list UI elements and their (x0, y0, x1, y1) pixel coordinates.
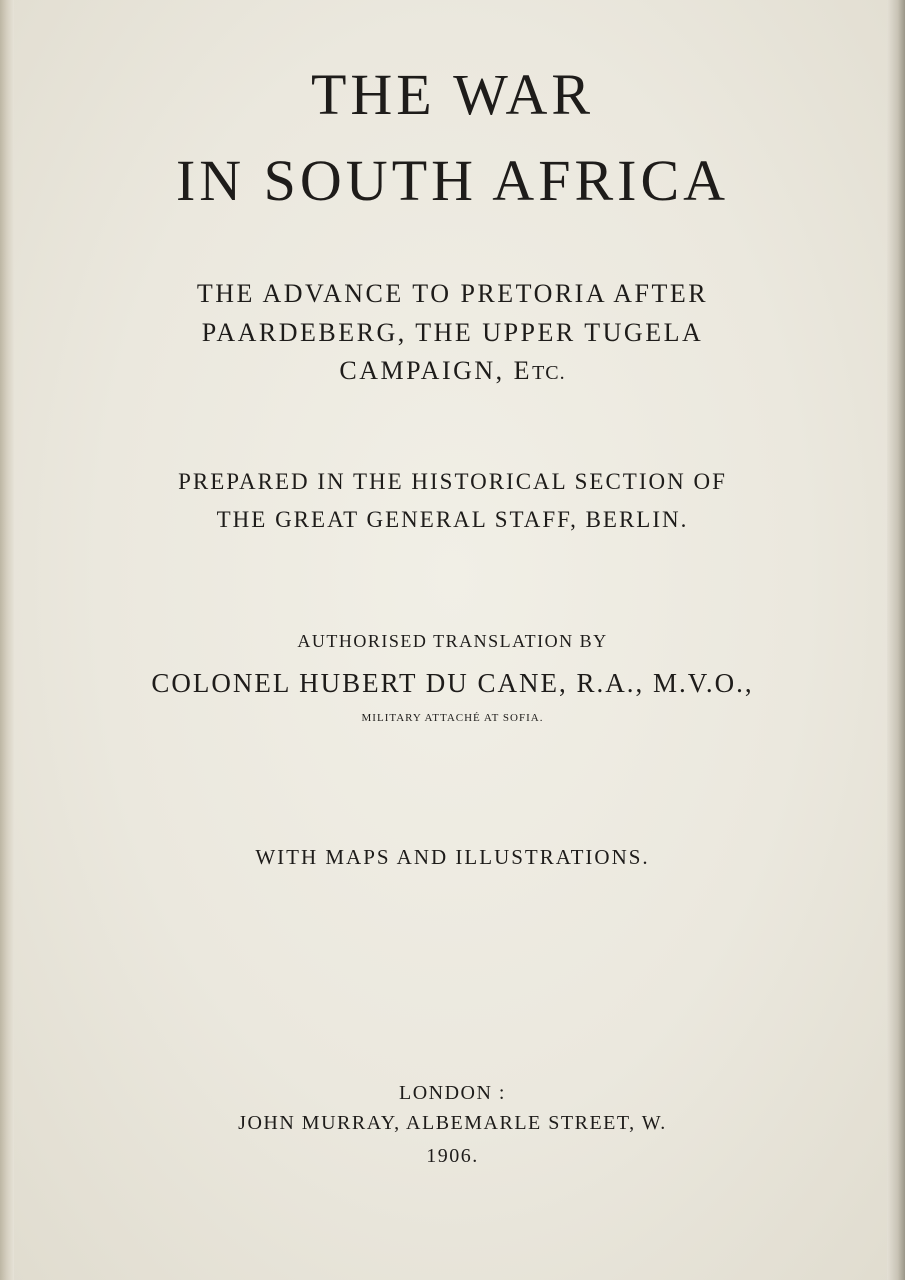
translator-name: COLONEL HUBERT DU CANE, R.A., M.V.O., (151, 668, 754, 698)
subtitle-line-1: THE ADVANCE TO PRETORIA AFTER (196, 279, 709, 308)
imprint-publisher: JOHN MURRAY, ALBEMARLE STREET, W. (238, 1112, 667, 1134)
subtitle-line-3-main: CAMPAIGN, E (339, 356, 533, 385)
subtitle-line-2: PAARDEBERG, THE UPPER TUGELA (201, 318, 704, 347)
prepared-line-2: THE GREAT GENERAL STAFF, BERLIN. (216, 507, 689, 532)
imprint-year: 1906. (426, 1145, 479, 1167)
prepared-line-1: PREPARED IN THE HISTORICAL SECTION OF (178, 469, 727, 494)
maps-and-illustrations: WITH MAPS AND ILLUSTRATIONS. (255, 845, 650, 869)
book-title-line-2: IN SOUTH AFRICA (175, 148, 730, 213)
subtitle-line-3 (0, 358, 905, 384)
imprint-city: LONDON : (399, 1082, 506, 1104)
authorised-translation-by: AUTHORISED TRANSLATION BY (297, 631, 608, 651)
subtitle-line-3-smallcap: TC. (532, 362, 566, 384)
book-title-line-1: THE WAR (310, 62, 595, 127)
translator-position: MILITARY ATTACHÉ AT SOFIA. (361, 712, 544, 724)
